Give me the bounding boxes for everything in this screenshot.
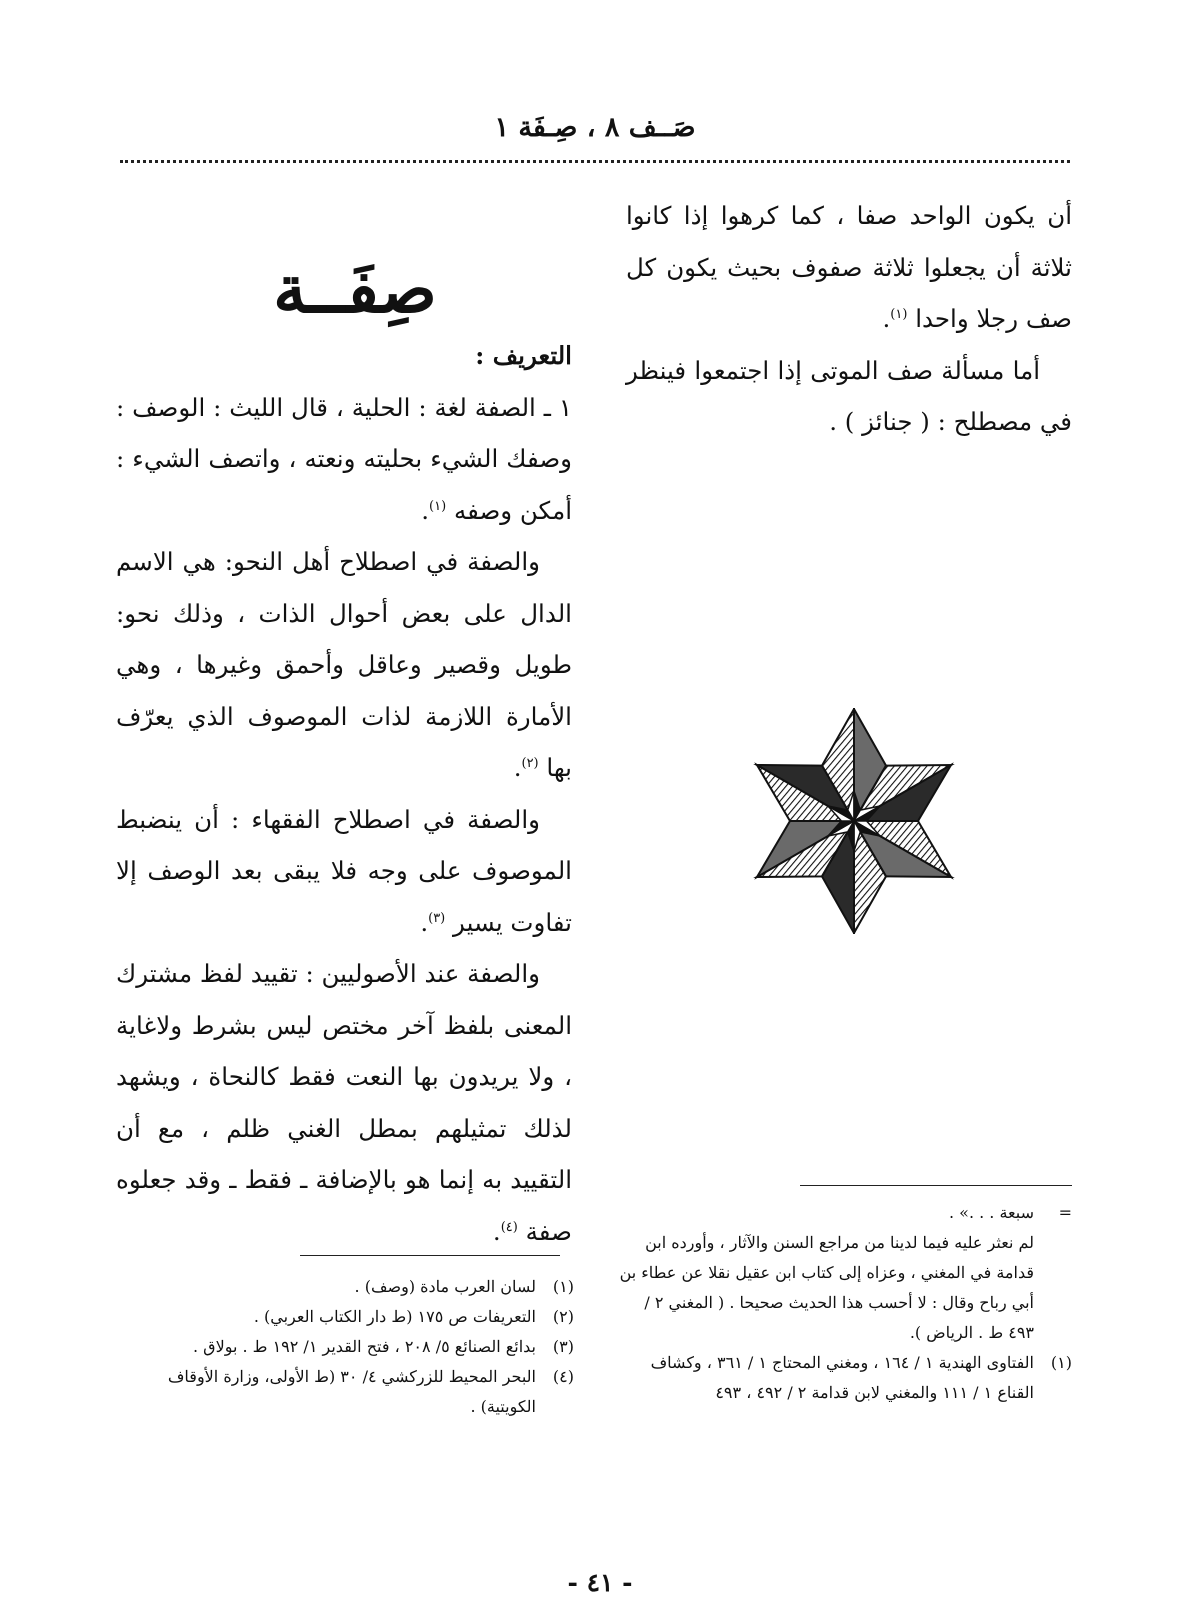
footnote-ref: (٤) — [500, 1219, 518, 1235]
footnote-item: لم نعثر عليه فيما لدينا من مراجع السنن والآثار ، وأورده ابن قدامة في المغني ، وعزاه إلى كتاب ابن عقيل نقلا عن عطاء بن أبي رباح وقال : لا أحسب هذا الحديث صحيحا . ( المغني ٢ / ٤٩٣ ط . الرياض ). — [619, 1233, 1034, 1342]
footnote-rule-right — [800, 1185, 1072, 1186]
right-paragraph-1: أن يكون الواحد صفا ، كما كرهوا إذا كانوا ثلاثة أن يجعلوا ثلاثة صفوف بحيث يكون كل صف رجلا واحدا $^{(١)}$. — [626, 201, 1072, 333]
footnote-ref: (١) — [429, 498, 447, 514]
footnote-item: (٣) بدائع الصنائع ٥/ ٢٠٨ ، فتح القدير ١/ ١٩٢ ط . بولاق . — [192, 1337, 574, 1356]
left-paragraph-4: والصفة عند الأصوليين : تقييد لفظ مشترك المعنى بلفظ آخر مختص ليس بشرط ولاغاية ، ولا يريدون بها النعت فقط كالنحاة ، ويشهد لذلك تمثيلهم بمطل الغني ظلم ، مع أن التقييد به إنما هو بالإضافة ـ فقط ـ وقد جعلوه صفة $^{(٤)}$. — [116, 959, 572, 1246]
footnote-ref: (١) — [890, 306, 908, 322]
six-pointed-star-ornament-icon — [728, 708, 980, 934]
left-column — [116, 330, 572, 1257]
page-number: - ٤١ - — [567, 1568, 633, 1597]
left-paragraph-1: ١ ـ الصفة لغة : الحلية ، قال الليث : الوصف : وصفك الشيء بحليته ونعته ، واتصف الشيء : أمكن وصفه $^{(١)}$. — [116, 392, 572, 525]
footnote-item: = سبعة . . .» . — [948, 1203, 1072, 1222]
footnote-item: (١) لسان العرب مادة (وصف) . — [354, 1277, 574, 1296]
footnote-ref: (٢) — [521, 755, 539, 771]
entry-heading: صِفَــة — [273, 250, 437, 328]
header-dotted-rule — [120, 160, 1070, 163]
footnote-item: (٤) البحر المحيط للزركشي ٤/ ٣٠ (ط الأولى، وزارة الأوقاف الكويتية) . — [167, 1367, 574, 1416]
footnotes-right — [618, 1198, 1072, 1408]
right-paragraph-2: أما مسألة صف الموتى إذا اجتمعوا فينظر في مصطلح : ( جنائز ) . — [626, 355, 1072, 436]
left-paragraph-3: والصفة في اصطلاح الفقهاء : أن ينضبط الموصوف على وجه فلا يبقى بعد الوصف إلا تفاوت يسير $^{(٣)}$. — [116, 804, 572, 937]
footnote-ref: (٣) — [428, 910, 446, 926]
footnote-rule-left — [300, 1255, 560, 1256]
right-column — [626, 190, 1072, 448]
definition-heading: التعريف : — [475, 341, 572, 370]
footnote-item: (١) الفتاوى الهندية ١ / ١٦٤ ، ومغني المحتاج ١ / ٣٦١ ، وكشاف القناع ١ / ١١١ والمغني لابن قدامة ٢ / ٤٩٢ ، ٤٩٣ — [650, 1353, 1072, 1402]
running-head: صَــف ٨ ، صِـفَة ١ — [494, 112, 696, 143]
left-paragraph-2: والصفة في اصطلاح أهل النحو: هي الاسم الدال على بعض أحوال الذات ، وذلك نحو: طويل وقصير وعاقل وأحمق وغيرها ، وهي الأمارة اللازمة لذات الموصوف الذي يعرّف بها $^{(٢)}$. — [116, 547, 572, 782]
footnotes-left — [110, 1272, 574, 1422]
footnote-item: (٢) التعريفات ص ١٧٥ (ط دار الكتاب العربي) . — [253, 1307, 574, 1326]
